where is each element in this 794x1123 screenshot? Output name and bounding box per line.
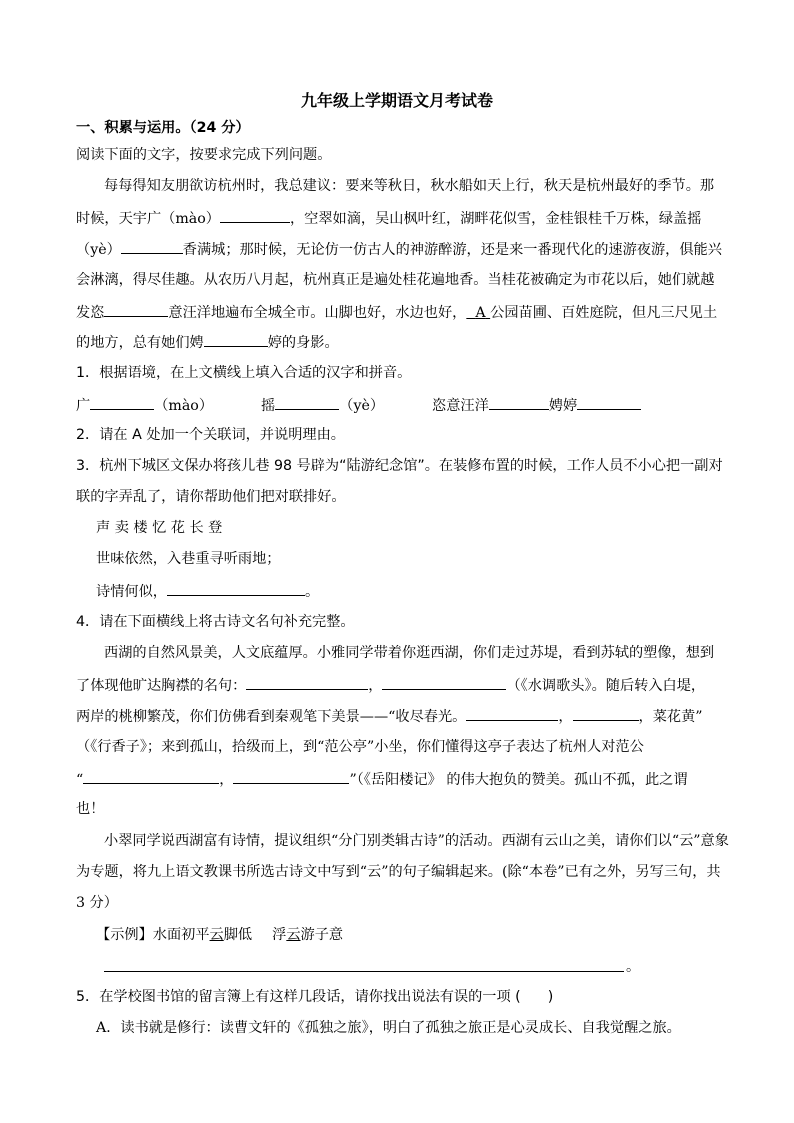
passage-line: 发恣 意汪洋地遍布全城全市。山脚也好，水边也好， A 公园苗圃、百姓庭院，但凡三尺见土 [76, 301, 717, 323]
q4-para-line: 也！ [76, 801, 105, 817]
section-heading: 一、积累与运用。（24 分） [76, 120, 250, 136]
answer-blank[interactable] [233, 768, 349, 784]
answer-line[interactable] [104, 971, 624, 972]
q4-para-line: “ ， ”（《岳阳楼记》 的伟大抱负的赞美。孤山不孤，此之谓 [76, 768, 688, 790]
question-1: 1．根据语境，在上文横线上填入合适的汉字和拼音。 [76, 365, 412, 381]
answer-blank[interactable] [577, 394, 641, 410]
mark-a: A [475, 305, 486, 321]
question-2: 2．请在 A 处加一个关联词，并说明理由。 [76, 427, 345, 443]
answer-blank[interactable] [573, 705, 639, 721]
question-3: 3．杭州下城区文保办将孩儿巷 98 号辟为“陆游纪念馆”。在装修布置的时候，工作人员不小心把一副对 [76, 458, 723, 474]
answer-blank[interactable] [275, 394, 339, 410]
question-3-cont: 联的字弄乱了，请你帮助他们把对联排好。 [76, 489, 346, 505]
couplet-line-2: 诗情何似， 。 [96, 580, 319, 602]
answer-blank[interactable] [466, 705, 558, 721]
example-line: 【示例】水面初平云脚低 浮云游子意 [96, 927, 344, 943]
page-title: 九年级上学期语文月考试卷 [300, 91, 493, 110]
answer-blank[interactable] [167, 580, 305, 596]
passage-line: 的地方，总有她们娉 婷的身影。 [76, 331, 339, 353]
answer-blank[interactable] [489, 394, 549, 410]
answer-blank[interactable] [382, 674, 506, 690]
intro-text: 阅读下面的文字，按要求完成下列问题。 [76, 147, 332, 163]
answer-blank[interactable] [83, 768, 219, 784]
q5-option-a: A．读书就是修行：读曹文轩的《孤独之旅》，明白了孤独之旅正是心灵成长、自我觉醒之旅。 [96, 1020, 681, 1036]
q4-para-line: 3 分） [76, 895, 118, 911]
question-4: 4．请在下面横线上将古诗文名句补充完整。 [76, 614, 355, 630]
scrambled-chars: 声 卖 楼 忆 花 长 登 [96, 520, 223, 536]
couplet-line-1: 世味依然，入巷重寻听雨地； [96, 551, 281, 567]
q4-para-line: 了体现他旷达胸襟的名句： ， （《水调歌头》。随后转入白堤， [76, 674, 705, 696]
q4-para-line: 为专题，将九上语文教课书所选古诗文中写到“云”的句子编辑起来。(除“本卷”已有之外，另写三句，共 [76, 864, 721, 880]
answer-blank[interactable] [204, 331, 268, 347]
passage-line: （yè） 香满城；那时候，无论仿一仿古人的神游醉游，还是来一番现代化的速游夜游，俱能兴 [76, 238, 722, 260]
answer-blank[interactable] [121, 238, 183, 254]
q4-para-line: 小翠同学说西湖富有诗情，提议组织“分门别类辑古诗”的活动。西湖有云山之美，请你们以“云”意象 [104, 833, 729, 849]
q4-para-line: （《行香子》；来到孤山，拾级而上，到“范公亭”小坐，你们懂得这亭子表达了杭州人对范公 [76, 739, 644, 755]
q4-para-line: 两岸的桃柳繁茂，你们仿佛看到秦观笔下美景——“收尽春光。 ， ，菜花黄” [76, 705, 703, 727]
passage-line: 每每得知友朋欲访杭州时，我总建议：要来等秋日，秋水船如天上行，秋天是杭州最好的季节。那 [104, 178, 715, 194]
q1-answers: 广 （mào） 摇 （yè） 恣意汪洋 娉婷 [76, 394, 641, 416]
answer-blank[interactable] [90, 394, 154, 410]
passage-line: 会淋漓，得尽佳趣。从农历八月起，杭州真正是遍处桂花遍地香。当桂花被确定为市花以后，她们就越 [76, 272, 715, 288]
answer-end-mark: 。 [626, 959, 641, 975]
passage-line: 时候，天宇广（mào） ，空翠如滴，吴山枫叶红，湖畔花似雪，金桂银桂千万株，绿盖摇 [76, 207, 701, 229]
question-5: 5．在学校图书馆的留言簿上有这样几段话，请你找出说法有误的一项 ( ) [76, 989, 554, 1005]
q4-para-line: 西湖的自然风景美，人文底蕴厚。小雅同学带着你逛西湖，你们走过苏堤，看到苏轼的塑像，想到 [104, 645, 715, 661]
answer-blank[interactable] [220, 207, 290, 223]
answer-blank[interactable] [246, 674, 368, 690]
answer-blank[interactable] [104, 301, 168, 317]
